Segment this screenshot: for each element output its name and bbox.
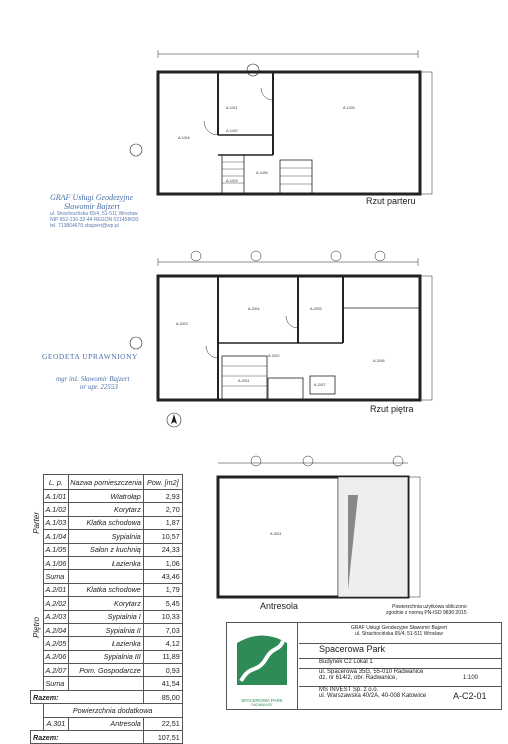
table-row — [31, 610, 183, 623]
table-row — [31, 664, 183, 677]
cell-area: 4,12 — [143, 637, 182, 650]
stamp-company: GRAF Usługi Geodezyjne — [50, 193, 134, 202]
cell-sum-label: Suma — [43, 570, 69, 583]
tb-address-line2: dz. nr 614/2, obr. Radwanice, — [319, 675, 398, 681]
cell-lp: A.2/06 — [43, 650, 69, 663]
room-label: A.2/06 — [373, 358, 385, 363]
room-label: A.1/06 — [256, 170, 268, 175]
cell-lp: A.2/07 — [43, 664, 69, 677]
tb-scale: 1:100 — [463, 675, 479, 681]
cell-name: Sypialnia — [69, 530, 144, 543]
plan-antresola-drawing — [198, 455, 448, 615]
room-label: A.1/02 — [226, 128, 238, 133]
cell-area: 10,57 — [143, 530, 182, 543]
cell-name: Sypialnia II — [69, 623, 144, 636]
plan-parter-drawing — [118, 40, 448, 210]
cell-area: 11,89 — [143, 650, 182, 663]
room-label: A.2/03 — [176, 321, 188, 326]
cell-sum-label: Suma — [43, 677, 69, 690]
cell-area: 2,93 — [143, 490, 182, 503]
stamp-address: ul. Strachocińska 65/4, 51-511 Wrocław — [50, 211, 138, 217]
north-arrow — [164, 410, 184, 435]
logo — [227, 623, 298, 709]
room-label: A.3/01 — [270, 531, 282, 536]
table-row — [31, 490, 183, 503]
cell-extra-header: Powierzchnia dodatkowa — [43, 704, 182, 717]
table-header-row — [31, 475, 183, 490]
surveyor-stamp — [50, 193, 180, 229]
table-row — [31, 637, 183, 650]
cell-name: Klatka schodowa — [69, 516, 144, 529]
stamp2-title: GEODETA UPRAWNIONY — [42, 352, 138, 361]
table-total-row — [31, 731, 183, 744]
table-row — [31, 597, 183, 610]
title-block — [226, 622, 502, 710]
table-row — [31, 717, 183, 730]
tb-company-name: GRAF Usługi Geodezyjne Sławomir Bajzert — [350, 625, 448, 631]
cell-lp: A.1/03 — [43, 516, 69, 529]
cell-area: 5,45 — [143, 597, 182, 610]
floor-label-pietro: Piętro — [31, 617, 41, 639]
rooms-table — [30, 474, 183, 744]
table-row — [31, 543, 183, 556]
table-row — [31, 530, 183, 543]
cell-total-value: 85,00 — [143, 690, 182, 703]
cell-area: 7,03 — [143, 623, 182, 636]
room-label: A.1/01 — [226, 105, 238, 110]
cell-name: Wiatrołap — [69, 490, 144, 503]
cell-sum-value: 41,54 — [143, 677, 182, 690]
cell-area: 22,51 — [143, 717, 182, 730]
table-row — [31, 516, 183, 529]
tb-company-address: ul. Strachocińska 65/4, 51-511 Wrocław — [355, 631, 443, 637]
cell-name: Łazienka — [69, 637, 144, 650]
cell-lp: A.2/02 — [43, 597, 69, 610]
north-arrow-icon — [164, 410, 184, 430]
room-label: A.2/07 — [314, 382, 326, 387]
cell-lp: A.1/06 — [43, 556, 69, 569]
cell-name: Sypialnia I — [69, 610, 144, 623]
table-row — [31, 650, 183, 663]
logo-icon — [227, 623, 297, 693]
table-total-row — [31, 690, 183, 703]
logo-subtext: RADWANICE — [251, 703, 273, 707]
plan-title-parter: Rzut parteru — [366, 196, 416, 206]
table-extra-header — [31, 704, 183, 717]
table-sum-row — [31, 677, 183, 690]
tb-investor-line1: MS INVEST Sp. z o.o. — [319, 687, 379, 693]
tb-project: Spacerowa Park — [299, 643, 501, 654]
cell-lp: A.1/05 — [43, 543, 69, 556]
cell-name: Łazienka — [69, 556, 144, 569]
room-label: A.2/05 — [310, 306, 322, 311]
tb-company — [299, 625, 499, 637]
area-note — [386, 604, 467, 616]
cell-area: 2,70 — [143, 503, 182, 516]
room-label: A.2/02 — [268, 353, 280, 358]
room-label: A.1/05 — [343, 105, 355, 110]
col-header-name: Nazwa pomieszczenia — [69, 475, 144, 490]
cell-sum-value: 43,46 — [143, 570, 182, 583]
cell-lp: A.1/02 — [43, 503, 69, 516]
table-row — [31, 556, 183, 569]
tb-building: Budynek C2 Lokal 1 — [299, 658, 501, 665]
plan-title-pietro: Rzut piętra — [370, 404, 414, 414]
cell-area: 1,87 — [143, 516, 182, 529]
plan-pietro — [118, 248, 448, 418]
cell-area: 0,93 — [143, 664, 182, 677]
cell-name: Klatka schodowe — [69, 583, 144, 596]
cell-total-label: Razem: — [31, 690, 144, 703]
cell-lp: A.2/05 — [43, 637, 69, 650]
stamp-owner: Sławomir Bajzert — [64, 202, 120, 211]
stamp-contact: tel. 713864679 sbajzert@wp.pl — [50, 223, 119, 229]
col-header-area: Pow. [m2] — [143, 475, 182, 490]
cell-total-label: Razem: — [31, 731, 144, 744]
cell-name: Salon z kuchnią — [69, 543, 144, 556]
cell-area: 24,33 — [143, 543, 182, 556]
cell-area: 10,33 — [143, 610, 182, 623]
table-row — [31, 623, 183, 636]
cell-lp: A.301 — [43, 717, 69, 730]
plan-pietro-drawing — [118, 248, 448, 418]
cell-total-value: 107,51 — [143, 731, 182, 744]
plan-title-antresola: Antresola — [260, 601, 299, 611]
table-row — [31, 583, 183, 596]
col-header-lp: L. p. — [43, 475, 69, 490]
cell-lp: A.2/04 — [43, 623, 69, 636]
cell-name: Antresola — [69, 717, 144, 730]
floor-label-parter: Parter — [31, 511, 41, 534]
cell-name: Korytarz — [69, 597, 144, 610]
logo-text: SPACEROWA PARK — [241, 698, 283, 703]
tb-address-line1: ul. Spacerowa 35G, 55-010 Radwanice — [319, 669, 424, 675]
tb-sheet-number: A-C2-01 — [453, 691, 487, 701]
plan-parter — [118, 40, 448, 210]
cell-lp: A.2/01 — [43, 583, 69, 596]
area-note-line1: Powierzchnia użytkowa obliczono — [392, 604, 467, 610]
cell-area: 1,79 — [143, 583, 182, 596]
table-sum-row — [31, 570, 183, 583]
stamp-nip: NIP 652-136-32-44 REGON 021458693 — [50, 217, 139, 223]
cell-name: Pom. Gospodarcze — [69, 664, 144, 677]
room-label: A.2/01 — [238, 378, 250, 383]
cell-lp: A.1/04 — [43, 530, 69, 543]
room-label: A.1/03 — [226, 178, 238, 183]
stamp2-license: nr upr. 22553 — [80, 383, 118, 391]
room-label: A.2/04 — [248, 306, 260, 311]
plan-antresola — [198, 455, 448, 615]
cell-area: 1,06 — [143, 556, 182, 569]
area-note-line2: zgodnie z normą PN-ISO 9836:2015 — [386, 610, 467, 616]
room-area-table — [30, 474, 183, 744]
cell-name: Sypialnia III — [69, 650, 144, 663]
stamp2-name: mgr inż. Sławomir Bajzert — [56, 375, 130, 383]
room-label: A.1/04 — [178, 135, 190, 140]
table-row — [31, 503, 183, 516]
tb-investor-line2: ul. Warszawska 40/2A, 40-008 Katowice — [319, 693, 427, 699]
cell-name: Korytarz — [69, 503, 144, 516]
cell-lp: A.2/03 — [43, 610, 69, 623]
cell-lp: A.1/01 — [43, 490, 69, 503]
licensed-surveyor-stamp — [42, 352, 162, 391]
